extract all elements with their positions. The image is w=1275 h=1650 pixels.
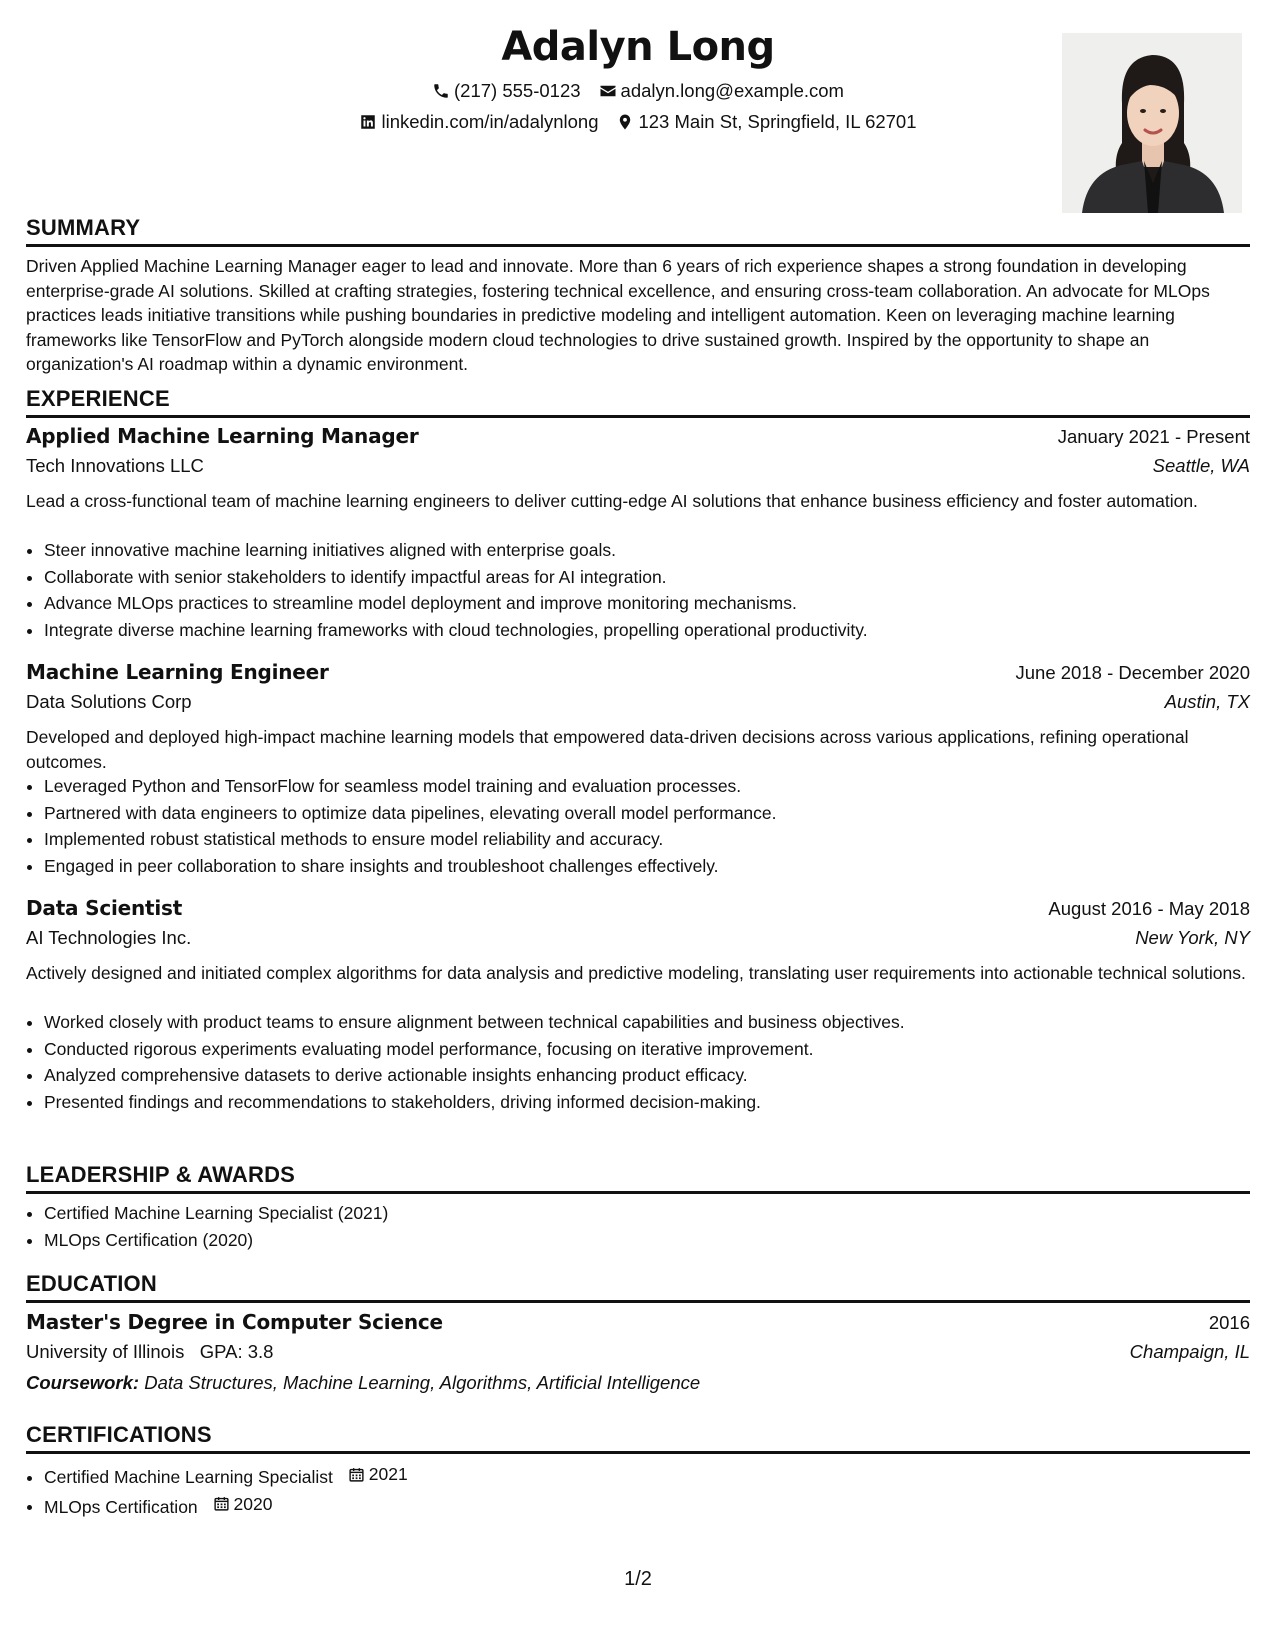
education-heading: EDUCATION — [26, 1271, 1250, 1303]
linkedin-text: linkedin.com/in/adalynlong — [381, 111, 599, 132]
linkedin-contact[interactable] — [359, 111, 598, 133]
graduation-year: 2016 — [1208, 1312, 1250, 1333]
job-title: Data Scientist — [26, 896, 183, 920]
education-school-row — [26, 1341, 1250, 1363]
education-degree-row — [26, 1310, 1250, 1334]
list-item: • Integrate diverse machine learning frameworks with cloud technologies, propelling operational productivity. — [44, 617, 1268, 644]
degree-name: Master's Degree in Computer Science — [26, 1310, 443, 1334]
summary-heading: SUMMARY — [26, 215, 1250, 247]
job-3-header — [26, 896, 1250, 920]
experience-heading: EXPERIENCE — [26, 386, 1250, 418]
linkedin-icon — [359, 113, 377, 131]
list-item: • MLOps Certification (2020) — [44, 1227, 1268, 1254]
job-description: Actively designed and initiated complex algorithms for data analysis and predictive modeling, translating user requirements into actionable technical solutions. — [26, 963, 1246, 983]
list-item: • Leveraged Python and TensorFlow for seamless model training and evaluation processes. — [44, 773, 1268, 800]
email-text: adalyn.long@example.com — [620, 80, 844, 101]
email-contact[interactable] — [599, 80, 844, 102]
job-3-bullets — [26, 1009, 1268, 1116]
list-item: • Engaged in peer collaboration to share insights and troubleshoot challenges effectively. — [44, 853, 1268, 880]
job-title: Applied Machine Learning Manager — [26, 424, 419, 448]
coursework-label: Coursework: — [26, 1372, 140, 1393]
job-2-bullets — [26, 773, 1268, 880]
cert-date — [348, 1461, 408, 1488]
list-item: • Analyzed comprehensive datasets to derive actionable insights enhancing product efficacy. — [44, 1062, 1268, 1089]
list-item: • Worked closely with product teams to ensure alignment between technical capabilities and business objectives. — [44, 1009, 1268, 1036]
envelope-icon — [599, 82, 617, 100]
list-item — [44, 1491, 1268, 1521]
list-item: • Partnered with data engineers to optimize data pipelines, elevating overall model performance. — [44, 800, 1268, 827]
cert-name: MLOps Certification — [44, 1496, 198, 1517]
job-1-company-row — [26, 455, 1250, 477]
job-3-company-row — [26, 927, 1250, 949]
job-1-header — [26, 424, 1250, 448]
job-location: Austin, TX — [1164, 691, 1250, 712]
school-location: Champaign, IL — [1129, 1341, 1250, 1362]
portrait-image — [1062, 33, 1242, 213]
profile-photo — [1062, 33, 1242, 213]
page-number: 1/2 — [624, 1568, 652, 1590]
leadership-list — [26, 1200, 1268, 1253]
list-item: • Conducted rigorous experiments evaluating model performance, focusing on iterative improvement. — [44, 1036, 1268, 1063]
job-location: Seattle, WA — [1152, 455, 1250, 476]
resume-header — [26, 18, 1250, 218]
list-item: • Steer innovative machine learning initiatives aligned with enterprise goals. — [44, 537, 1268, 564]
company-name: Data Solutions Corp — [26, 691, 192, 712]
list-item: • Implemented robust statistical methods to ensure model reliability and accuracy. — [44, 826, 1268, 853]
phone-text: (217) 555-0123 — [454, 80, 581, 101]
job-title: Machine Learning Engineer — [26, 660, 329, 684]
candidate-name: Adalyn Long — [501, 24, 775, 70]
job-description: Developed and deployed high-impact machine learning models that empowered data-driven decisions across various applications, refining operational outcomes. — [26, 727, 1189, 772]
job-dates: January 2021 - Present — [1057, 426, 1250, 447]
job-2-company-row — [26, 691, 1250, 713]
gpa: GPA: 3.8 — [199, 1341, 274, 1362]
cert-name: Certified Machine Learning Specialist — [44, 1466, 333, 1487]
job-description: Lead a cross-functional team of machine learning engineers to deliver cutting-edge AI solutions that enhance business efficiency and foster automation. — [26, 491, 1198, 511]
company-name: Tech Innovations LLC — [26, 455, 204, 476]
calendar-icon — [213, 1495, 230, 1512]
coursework-row — [26, 1372, 1250, 1394]
cert-year: 2020 — [233, 1493, 273, 1514]
list-item: • Presented findings and recommendations to stakeholders, driving informed decision-making. — [44, 1089, 1268, 1116]
list-item — [44, 1461, 1268, 1491]
resume-page — [26, 0, 1250, 1650]
school-name: University of Illinois — [26, 1341, 185, 1362]
address-text: 123 Main St, Springfield, IL 62701 — [638, 111, 917, 132]
company-name: AI Technologies Inc. — [26, 927, 192, 948]
certifications-list — [26, 1461, 1268, 1520]
job-location: New York, NY — [1135, 927, 1250, 948]
list-item: • Certified Machine Learning Specialist (2021) — [44, 1200, 1268, 1227]
cert-date — [213, 1491, 273, 1518]
job-dates: June 2018 - December 2020 — [1015, 662, 1250, 683]
job-2-header — [26, 660, 1250, 684]
map-pin-icon — [616, 113, 634, 131]
summary-text: Driven Applied Machine Learning Manager eager to lead and innovate. More than 6 years of rich experience shapes a strong foundation in developing enterprise-grade AI solutions. Skilled at crafting strategies, fostering technical excellence, and ensuring cross-team collaboration. An advocate for MLOps practices leads initiative transitions while pushing boundaries in predictive modeling and intelligent automation. Keen on leveraging machine learning frameworks like TensorFlow and PyTorch alongside modern cloud technologies to drive sustained growth. Inspired by the opportunity to shape an organization's AI roadmap within a dynamic environment. — [26, 256, 1210, 374]
address-contact — [616, 111, 916, 133]
job-dates: August 2016 - May 2018 — [1048, 898, 1250, 919]
school-info — [26, 1341, 273, 1363]
phone-contact[interactable] — [432, 80, 581, 102]
calendar-icon — [348, 1466, 365, 1483]
leadership-heading: LEADERSHIP & AWARDS — [26, 1162, 1250, 1194]
job-1-bullets — [26, 537, 1268, 644]
coursework-list: Data Structures, Machine Learning, Algorithms, Artificial Intelligence — [144, 1372, 701, 1393]
list-item: • Advance MLOps practices to streamline model deployment and improve monitoring mechanisms. — [44, 590, 1268, 617]
list-item: • Collaborate with senior stakeholders to identify impactful areas for AI integration. — [44, 564, 1268, 591]
certifications-heading: CERTIFICATIONS — [26, 1422, 1250, 1454]
phone-icon — [432, 82, 450, 100]
cert-year: 2021 — [368, 1464, 408, 1484]
